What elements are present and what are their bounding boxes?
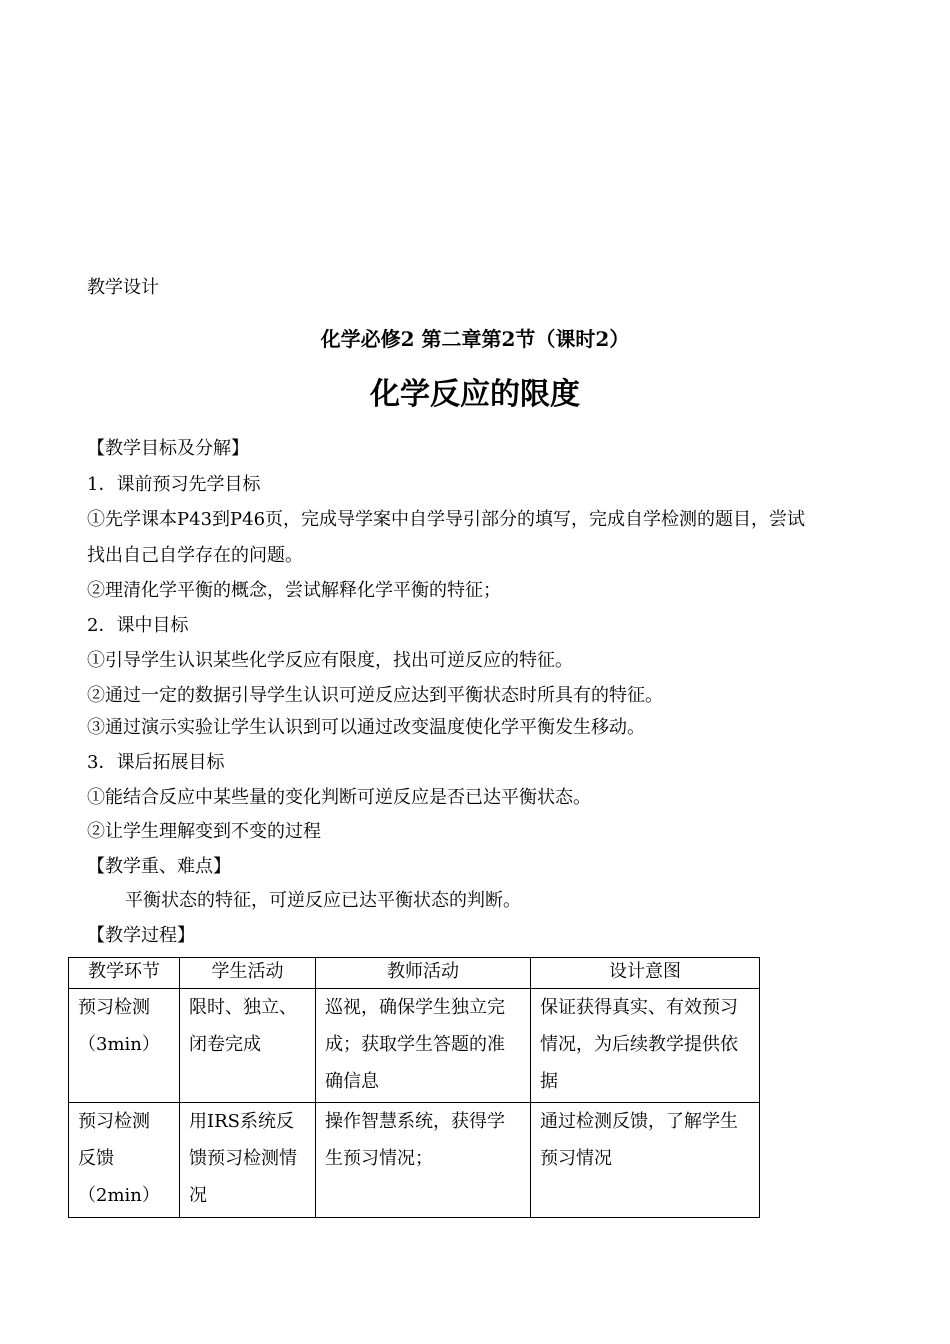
cell-line: 操作智慧系统，获得学 — [325, 1111, 505, 1132]
after-class-item-1: ①能结合反应中某些量的变化判断可逆反应是否已达平衡状态。 — [87, 787, 591, 808]
cell-line: 馈预习检测情 — [189, 1148, 297, 1169]
document-subtitle: 化学必修2 第二章第2节（课时2） — [320, 327, 630, 351]
cell-student — [180, 989, 316, 1103]
after-class-heading: 3．课后拓展目标 — [87, 752, 225, 773]
key-points-text: 平衡状态的特征，可逆反应已达平衡状态的判断。 — [125, 890, 521, 911]
pre-class-item-2: ②理清化学平衡的概念，尝试解释化学平衡的特征； — [87, 580, 501, 601]
cell-line: 闭卷完成 — [189, 1034, 261, 1055]
objectives-heading: 【教学目标及分解】 — [87, 438, 249, 459]
cell-line: 生预习情况； — [325, 1148, 433, 1169]
cell-line: 况 — [189, 1185, 207, 1206]
table-row — [69, 1103, 760, 1218]
header-stage: 教学环节 — [69, 958, 180, 989]
pre-class-item-1-line-1: ①先学课本P43到P46页，完成导学案中自学导引部分的填写，完成自学检测的题目，尝试 — [87, 509, 806, 530]
header-teacher-activity: 教师活动 — [316, 958, 531, 989]
cell-stage — [69, 1103, 180, 1218]
cell-intent — [531, 989, 760, 1103]
cell-line: 保证获得真实、有效预习 — [540, 997, 738, 1018]
after-class-item-2: ②让学生理解变到不变的过程 — [87, 821, 321, 842]
cell-stage — [69, 989, 180, 1103]
table-header-row — [69, 958, 760, 989]
pre-class-heading: 1．课前预习先学目标 — [87, 474, 261, 495]
in-class-heading: 2．课中目标 — [87, 615, 189, 636]
header-student-activity: 学生活动 — [180, 958, 316, 989]
cell-line: 据 — [540, 1071, 558, 1092]
cell-line: 反馈 — [78, 1148, 114, 1169]
in-class-item-3: ③通过演示实验让学生认识到可以通过改变温度使化学平衡发生移动。 — [87, 717, 645, 738]
cell-line: 预习检测 — [78, 1111, 150, 1132]
cell-line: 情况，为后续教学提供依 — [540, 1034, 738, 1055]
cell-line: （2min） — [78, 1185, 160, 1206]
cell-line: 确信息 — [325, 1071, 379, 1092]
cell-student — [180, 1103, 316, 1218]
pre-class-item-1-line-2: 找出自己自学存在的问题。 — [87, 545, 303, 566]
teaching-process-table — [68, 957, 760, 1218]
cell-line: 用IRS系统反 — [189, 1111, 294, 1132]
header-design-intent: 设计意图 — [531, 958, 760, 989]
cell-line: 成；获取学生答题的准 — [325, 1034, 505, 1055]
key-points-heading: 【教学重、难点】 — [87, 856, 231, 877]
in-class-item-2: ②通过一定的数据引导学生认识可逆反应达到平衡状态时所具有的特征。 — [87, 685, 663, 706]
cell-intent — [531, 1103, 760, 1218]
cell-line: 巡视，确保学生独立完 — [325, 997, 505, 1018]
cell-teacher — [316, 989, 531, 1103]
cell-line: 限时、独立、 — [189, 997, 297, 1018]
cell-line: 预习检测 — [78, 997, 150, 1018]
cell-line: （3min） — [78, 1034, 160, 1055]
in-class-item-1: ①引导学生认识某些化学反应有限度，找出可逆反应的特征。 — [87, 650, 573, 671]
process-heading: 【教学过程】 — [87, 925, 195, 946]
cell-line: 预习情况 — [540, 1148, 612, 1169]
document-title: 化学反应的限度 — [370, 377, 580, 412]
table-row — [69, 989, 760, 1103]
cell-teacher — [316, 1103, 531, 1218]
doc-label: 教学设计 — [87, 277, 159, 298]
cell-line: 通过检测反馈，了解学生 — [540, 1111, 738, 1132]
